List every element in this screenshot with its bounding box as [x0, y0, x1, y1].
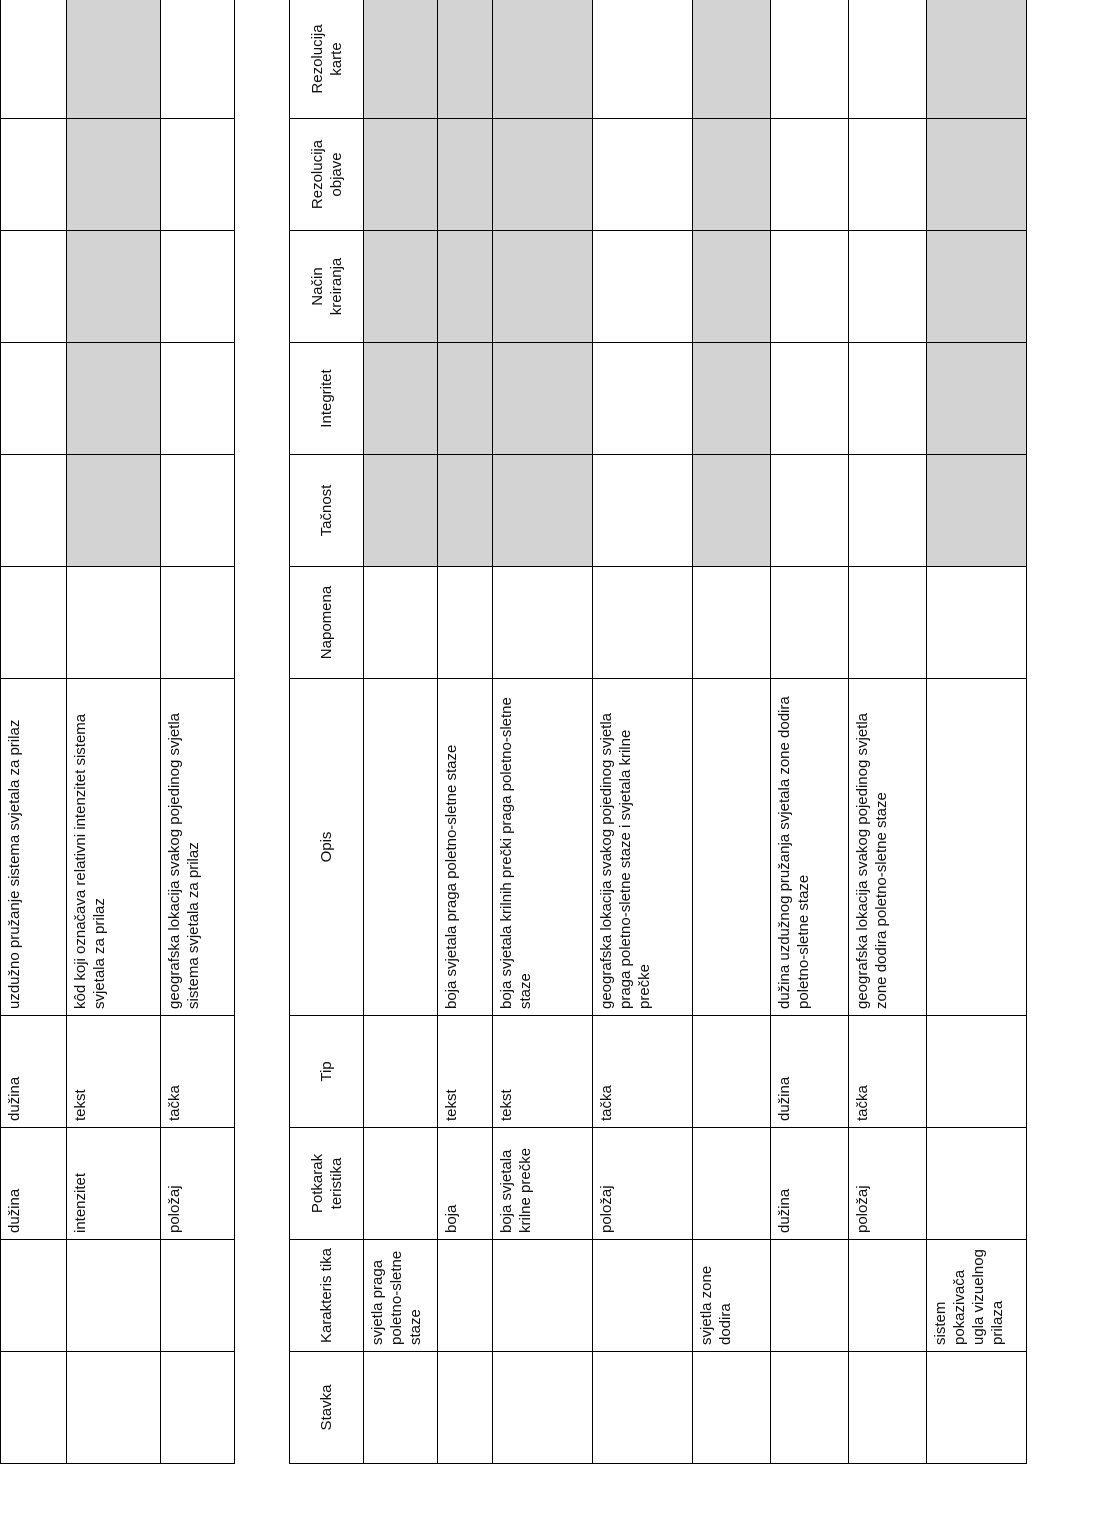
header-opis: Opis: [290, 679, 364, 1016]
cell-napomena: [67, 567, 161, 679]
cell-integritet: [849, 343, 927, 455]
cell-integritet: [364, 343, 438, 455]
cell-nacin-kreiranja: [927, 231, 1027, 343]
header-napomena: Napomena: [290, 567, 364, 679]
cell-stavka: [161, 1352, 235, 1464]
header-rezolucija-karte: Rezolucija karte: [290, 0, 364, 119]
header-karakteristika: Karakteris tika: [290, 1240, 364, 1352]
cell-tacnost: [493, 455, 593, 567]
cell-rezolucija-objave: [438, 119, 493, 231]
cell-rezolucija-karte: [67, 0, 161, 119]
cell-karakteristika: [438, 1240, 493, 1352]
header-rezolucija-objave: Rezolucija objave: [290, 119, 364, 231]
cell-integritet: [593, 343, 693, 455]
table-row: [364, 0, 438, 1464]
cell-karakteristika: [593, 1240, 693, 1352]
cell-rezolucija-objave: [593, 119, 693, 231]
cell-rezolucija-karte: [1, 0, 67, 119]
cell-opis: boja svjetala praga poletno-sletne staze: [438, 679, 493, 1016]
cell-tip: [927, 1016, 1027, 1128]
table-row: [693, 0, 771, 1464]
cell-opis: geografska lokacija svakog pojedinog svjetla praga poletno-sletne staze i svjetala krilne prečke: [593, 679, 693, 1016]
cell-stavka: [593, 1352, 693, 1464]
cell-napomena: [593, 567, 693, 679]
header-row: [290, 0, 364, 1464]
cell-tip: tačka: [849, 1016, 927, 1128]
cell-napomena: [771, 567, 849, 679]
cell-rezolucija-objave: [849, 119, 927, 231]
cell-nacin-kreiranja: [493, 231, 593, 343]
table-row: [438, 0, 493, 1464]
cell-napomena: [364, 567, 438, 679]
cell-tacnost: [693, 455, 771, 567]
header-nacin-kreiranja: Način kreiranja: [290, 231, 364, 343]
cell-stavka: [493, 1352, 593, 1464]
cell-potkarakteristika: [927, 1128, 1027, 1240]
cell-potkarakteristika: položaj: [849, 1128, 927, 1240]
cell-tacnost: [927, 455, 1027, 567]
cell-rezolucija-karte: [849, 0, 927, 119]
cell-stavka: [849, 1352, 927, 1464]
cell-rezolucija-objave: [693, 119, 771, 231]
cell-stavka: [67, 1352, 161, 1464]
cell-tacnost: [161, 455, 235, 567]
cell-opis: [693, 679, 771, 1016]
cell-rezolucija-objave: [364, 119, 438, 231]
cell-nacin-kreiranja: [364, 231, 438, 343]
cell-rezolucija-karte: [693, 0, 771, 119]
cell-opis: boja svjetala krilnih prečki praga poletno-sletne staze: [493, 679, 593, 1016]
cell-nacin-kreiranja: [1, 231, 67, 343]
cell-rezolucija-objave: [493, 119, 593, 231]
cell-karakteristika: svjetla praga poletno-sletne staze: [364, 1240, 438, 1352]
header-tip: Tip: [290, 1016, 364, 1128]
cell-integritet: [771, 343, 849, 455]
cell-stavka: [771, 1352, 849, 1464]
cell-nacin-kreiranja: [438, 231, 493, 343]
cell-potkarakteristika: [364, 1128, 438, 1240]
table-row: [493, 0, 593, 1464]
table-row: [161, 0, 235, 1464]
cell-potkarakteristika: [693, 1128, 771, 1240]
cell-rezolucija-objave: [771, 119, 849, 231]
cell-rezolucija-karte: [364, 0, 438, 119]
cell-tip: [693, 1016, 771, 1128]
cell-potkarakteristika: boja svjetala krilne prečke: [493, 1128, 593, 1240]
table-row: [593, 0, 693, 1464]
cell-karakteristika: [493, 1240, 593, 1352]
cell-integritet: [438, 343, 493, 455]
cell-nacin-kreiranja: [771, 231, 849, 343]
table-row: [771, 0, 849, 1464]
cell-tacnost: [67, 455, 161, 567]
cell-tacnost: [1, 455, 67, 567]
cell-napomena: [493, 567, 593, 679]
table-row: [849, 0, 927, 1464]
cell-integritet: [693, 343, 771, 455]
cell-tacnost: [438, 455, 493, 567]
cell-tip: tekst: [67, 1016, 161, 1128]
top-table: [0, 0, 235, 1464]
cell-opis: geografska lokacija svakog pojedinog svjetla sistema svjetala za prilaz: [161, 679, 235, 1016]
header-potkarakteristika: Potkarak teristika: [290, 1128, 364, 1240]
cell-rezolucija-objave: [161, 119, 235, 231]
cell-napomena: [161, 567, 235, 679]
cell-opis: dužina uzdužnog pružanja svjetala zone dodira poletno-sletne staze: [771, 679, 849, 1016]
cell-tacnost: [364, 455, 438, 567]
cell-rezolucija-karte: [927, 0, 1027, 119]
cell-tip: dužina: [771, 1016, 849, 1128]
cell-stavka: [438, 1352, 493, 1464]
cell-potkarakteristika: položaj: [161, 1128, 235, 1240]
cell-stavka: [364, 1352, 438, 1464]
cell-nacin-kreiranja: [161, 231, 235, 343]
cell-potkarakteristika: položaj: [593, 1128, 693, 1240]
cell-opis: [364, 679, 438, 1016]
cell-opis: uzdužno pružanje sistema svjetala za prilaz: [1, 679, 67, 1016]
table-row: [927, 0, 1027, 1464]
cell-potkarakteristika: dužina: [771, 1128, 849, 1240]
cell-integritet: [161, 343, 235, 455]
cell-nacin-kreiranja: [67, 231, 161, 343]
cell-potkarakteristika: intenzitet: [67, 1128, 161, 1240]
table-row: [67, 0, 161, 1464]
cell-rezolucija-karte: [438, 0, 493, 119]
cell-rezolucija-objave: [1, 119, 67, 231]
cell-tacnost: [593, 455, 693, 567]
cell-karakteristika: [771, 1240, 849, 1352]
cell-rezolucija-karte: [493, 0, 593, 119]
cell-karakteristika: [849, 1240, 927, 1352]
cell-napomena: [438, 567, 493, 679]
cell-tip: tačka: [593, 1016, 693, 1128]
cell-tip: tačka: [161, 1016, 235, 1128]
cell-napomena: [1, 567, 67, 679]
cell-stavka: [927, 1352, 1027, 1464]
cell-opis: [927, 679, 1027, 1016]
cell-karakteristika: svjetla zone dodira: [693, 1240, 771, 1352]
cell-napomena: [927, 567, 1027, 679]
cell-integritet: [927, 343, 1027, 455]
cell-karakteristika: sistem pokazivača ugla vizuelnog prilaza: [927, 1240, 1027, 1352]
cell-karakteristika: [67, 1240, 161, 1352]
cell-karakteristika: [161, 1240, 235, 1352]
cell-rezolucija-karte: [771, 0, 849, 119]
cell-integritet: [67, 343, 161, 455]
cell-tacnost: [771, 455, 849, 567]
cell-tip: [364, 1016, 438, 1128]
cell-integritet: [493, 343, 593, 455]
cell-rezolucija-karte: [593, 0, 693, 119]
cell-tip: dužina: [1, 1016, 67, 1128]
bottom-table: [289, 0, 1027, 1464]
cell-potkarakteristika: dužina: [1, 1128, 67, 1240]
cell-tip: tekst: [493, 1016, 593, 1128]
cell-stavka: [693, 1352, 771, 1464]
cell-integritet: [1, 343, 67, 455]
cell-tacnost: [849, 455, 927, 567]
cell-napomena: [693, 567, 771, 679]
cell-tip: tekst: [438, 1016, 493, 1128]
cell-napomena: [849, 567, 927, 679]
cell-stavka: [1, 1352, 67, 1464]
cell-rezolucija-objave: [927, 119, 1027, 231]
table-row: [1, 0, 67, 1464]
cell-rezolucija-objave: [67, 119, 161, 231]
cell-nacin-kreiranja: [693, 231, 771, 343]
header-stavka: Stavka: [290, 1352, 364, 1464]
cell-opis: kôd koji označava relativni intenzitet sistema svjetala za prilaz: [67, 679, 161, 1016]
cell-nacin-kreiranja: [849, 231, 927, 343]
header-tacnost: Tačnost: [290, 455, 364, 567]
cell-opis: geografska lokacija svakog pojedinog svjetla zone dodira poletno-sletne staze: [849, 679, 927, 1016]
cell-karakteristika: [1, 1240, 67, 1352]
header-integritet: Integritet: [290, 343, 364, 455]
cell-rezolucija-karte: [161, 0, 235, 119]
cell-nacin-kreiranja: [593, 231, 693, 343]
cell-potkarakteristika: boja: [438, 1128, 493, 1240]
